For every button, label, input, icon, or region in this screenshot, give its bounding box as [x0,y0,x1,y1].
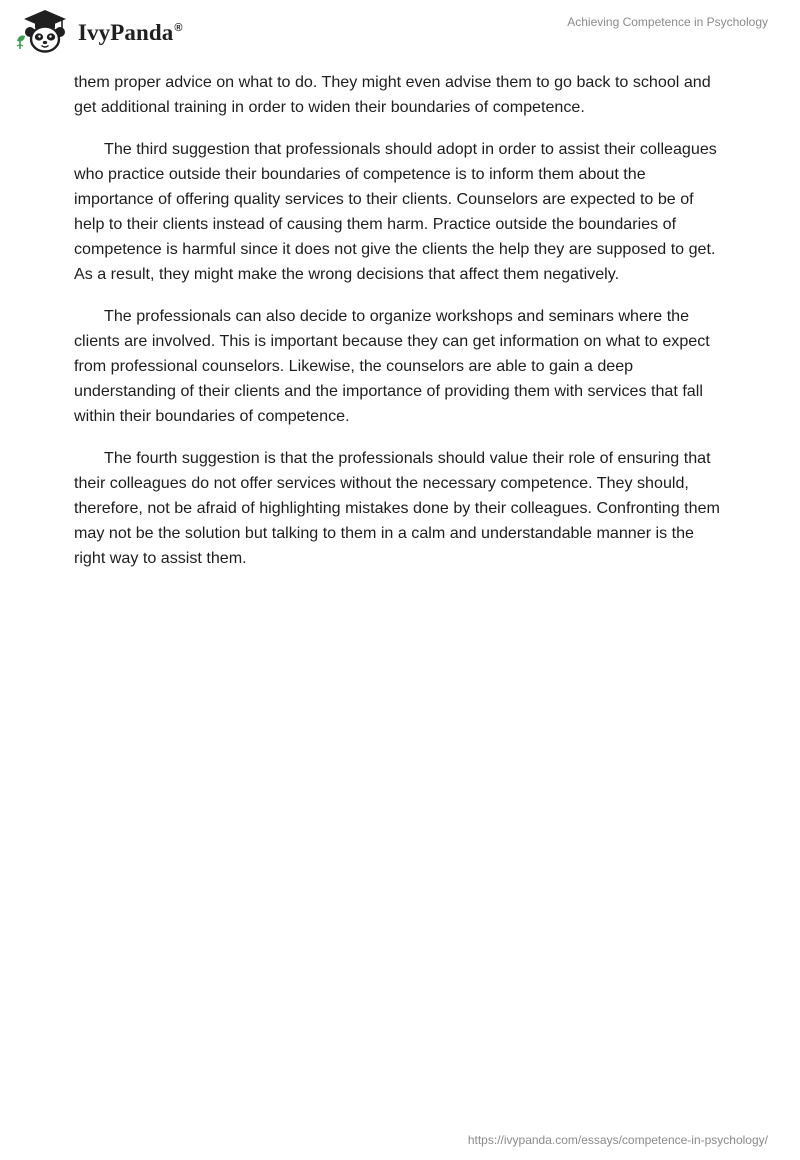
panda-graduation-cap-icon [14,8,76,54]
paragraph: The professionals can also decide to organize workshops and seminars where the clients are involved. This is important because they can get information on what to expect from professional counselors. Likewise, the counselors are able to gain a deep understanding of their clients and the importance of providing them with services that fall within their boundaries of competence. [74,307,710,425]
page-header [0,0,800,70]
brand-text: IvyPanda [78,19,174,45]
source-url[interactable]: https://ivypanda.com/essays/competence-in-psychology/ [467,1133,768,1147]
essay-body [74,70,726,588]
brand-name [78,20,183,46]
registered-mark: ® [174,21,183,34]
document-title: Achieving Competence in Psychology [567,15,768,29]
ivypanda-logo[interactable] [14,8,183,54]
paragraph: The fourth suggestion is that the professionals should value their role of ensuring that their colleagues do not offer services without the necessary competence. They should, therefore, not be afraid of highlighting mistakes done by their colleagues. Confronting them may not be the solution but talking to them in a calm and understandable manner is the right way to assist them. [74,449,720,567]
paragraph: The third suggestion that professionals should adopt in order to assist their colleagues who practice outside their boundaries of competence is to inform them about the importance of offering quality services to their clients. Counselors are expected to be of help to their clients instead of causing them harm. Practice outside the boundaries of competence is harmful since it does not give the clients the help they are supposed to get. As a result, they might make the wrong decisions that affect them negatively. [74,140,717,283]
paragraph-continued: them proper advice on what to do. They might even advise them to go back to school and get additional training in order to widen their boundaries of competence. [74,73,711,116]
